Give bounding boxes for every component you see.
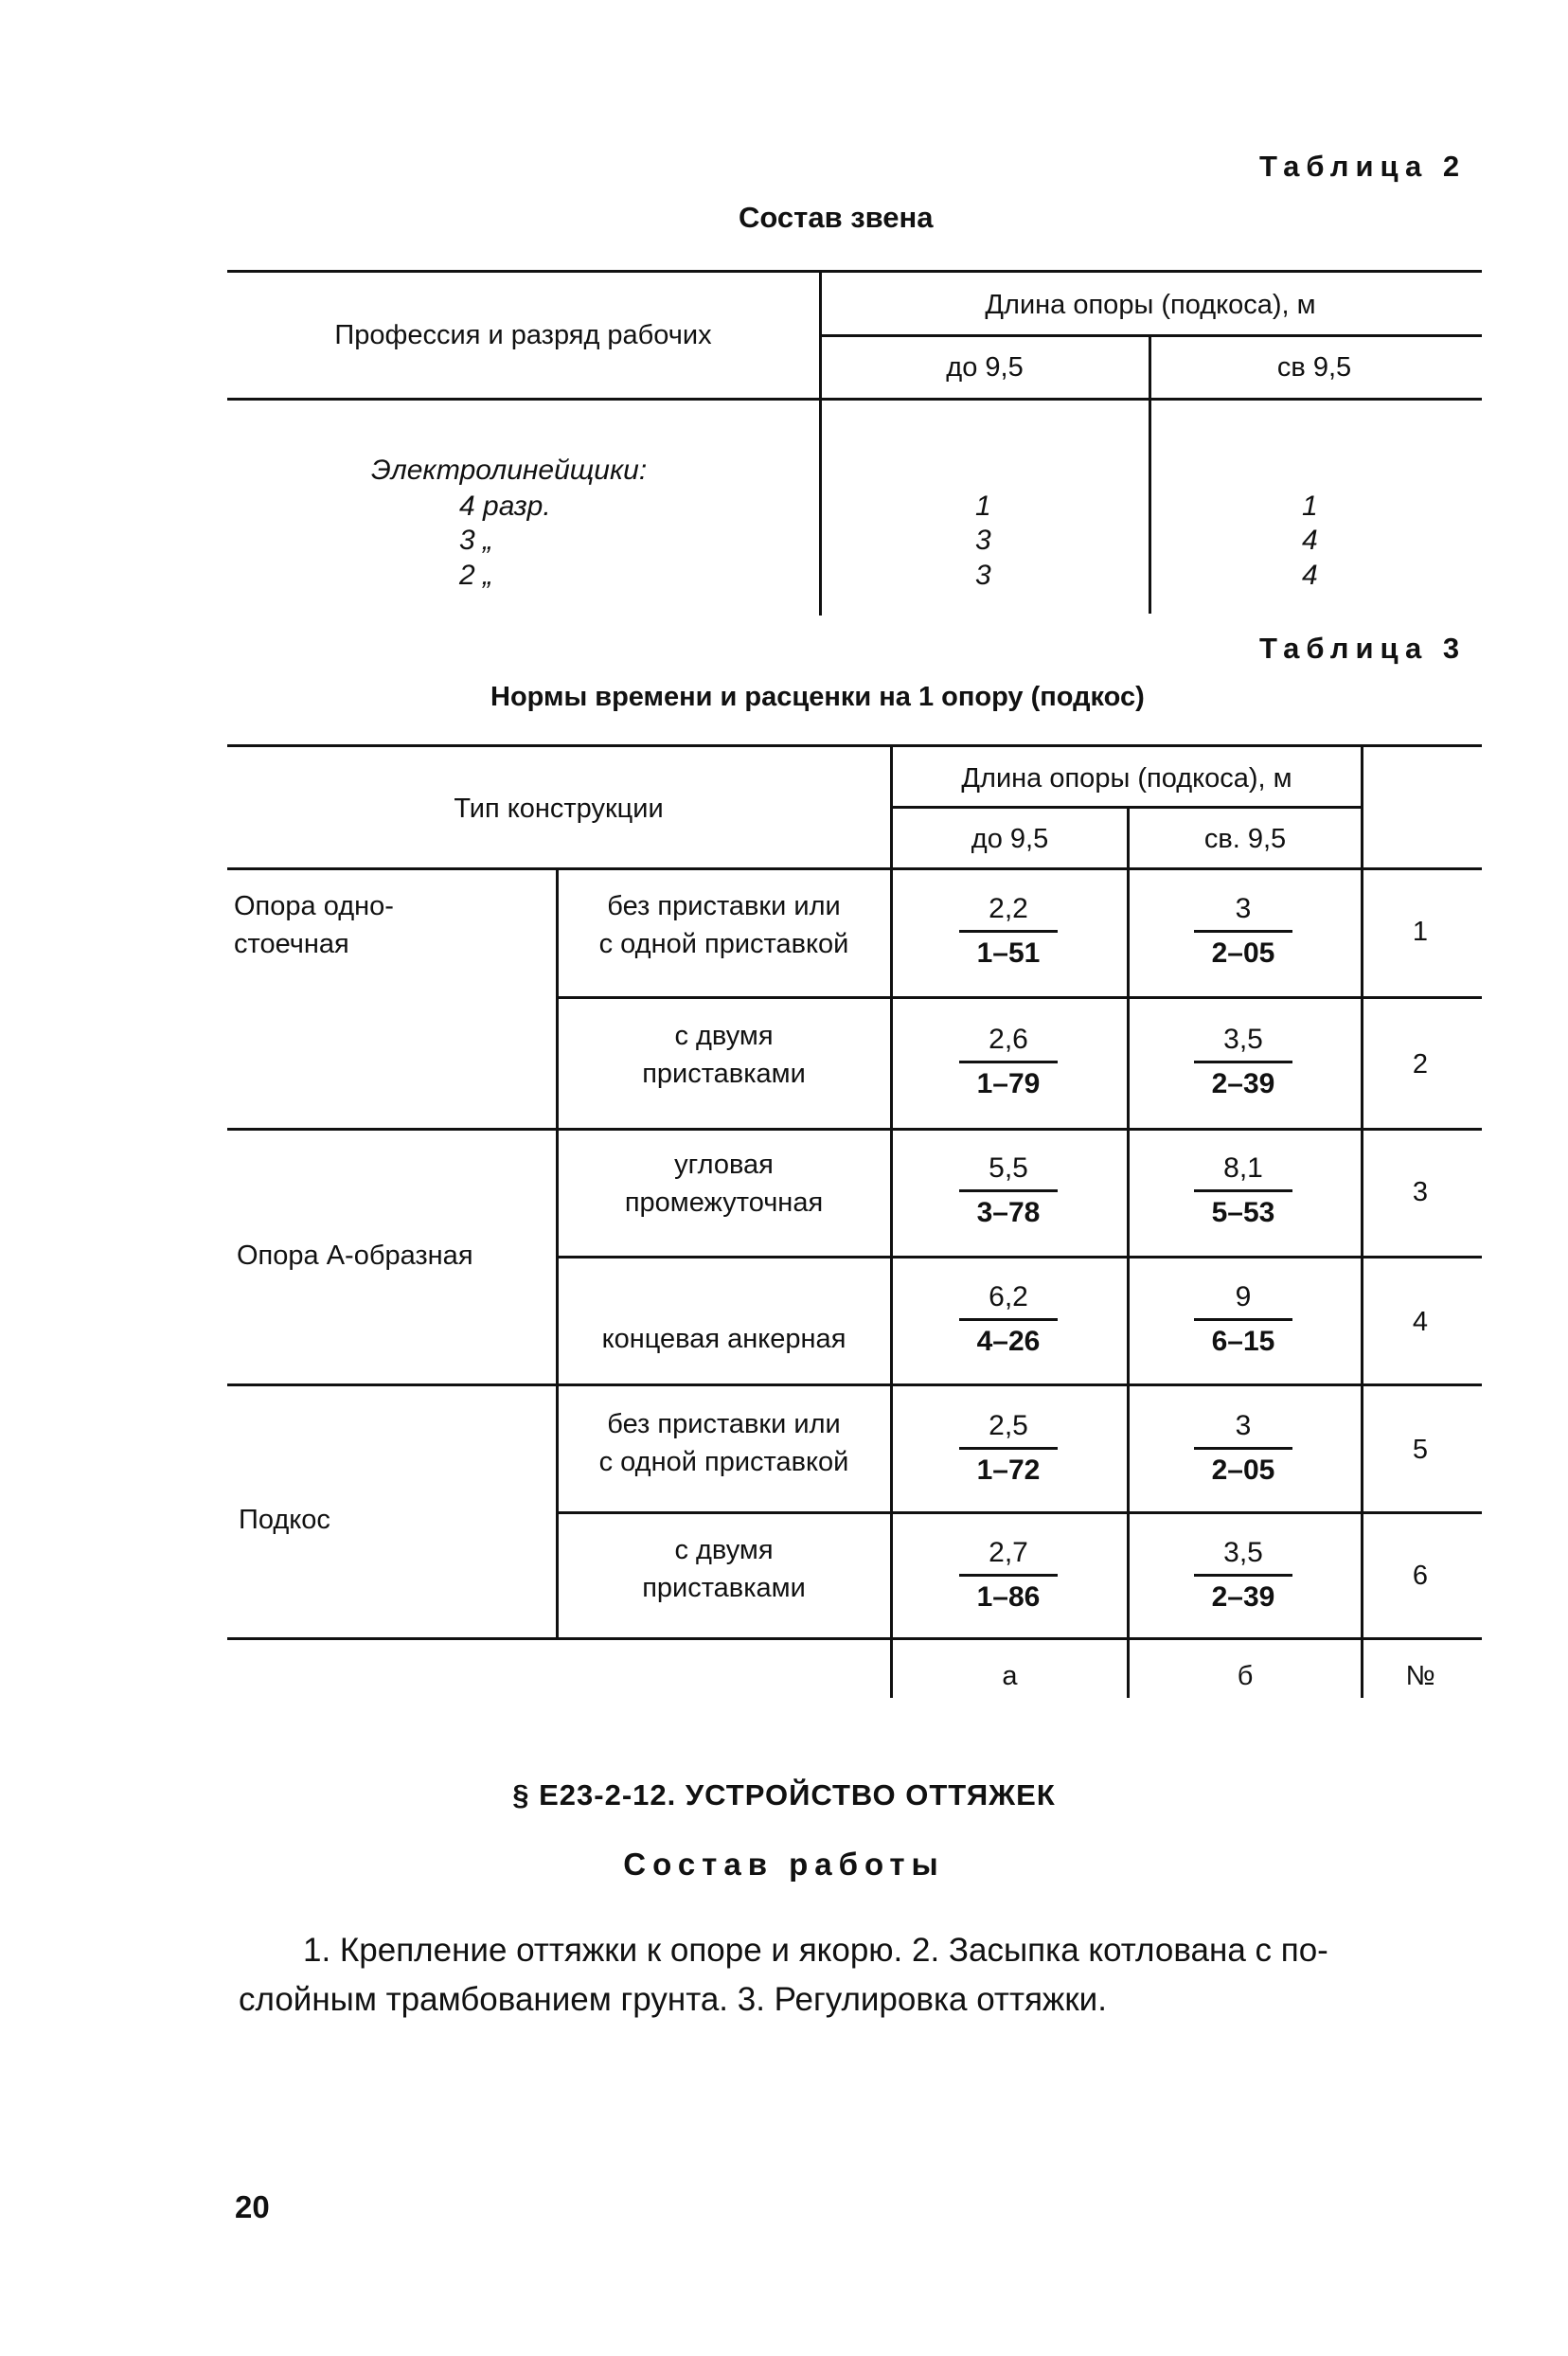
- table3-cell-b: 8,1 5–53: [1191, 1148, 1295, 1234]
- table3-row-type: угловая промежуточная: [624, 1150, 824, 1218]
- table2-cell-b: 1: [1302, 491, 1318, 522]
- table3-row-no: 6: [1412, 1561, 1429, 1591]
- table3-col-type: Тип конструкции: [454, 794, 664, 824]
- page-number: 20: [235, 2189, 270, 2224]
- table3-cell-a: 5,5 3–78: [956, 1148, 1060, 1234]
- table3-footer-a: а: [1002, 1661, 1018, 1691]
- table3-sub-a: до 9,5: [971, 824, 1049, 854]
- table3-row-no: 3: [1412, 1177, 1429, 1207]
- table3-col-length: Длина опоры (подкоса), м: [961, 763, 1292, 794]
- table3-row-type: без приставки или с одной приставкой: [598, 1409, 849, 1477]
- table3-group-name: Опора одно- стоечная: [234, 891, 394, 959]
- table3-footer-no: №: [1405, 1661, 1435, 1691]
- table3-row-type: без приставки или с одной приставкой: [598, 891, 849, 959]
- table3-cell-b: 3,5 2–39: [1191, 1532, 1295, 1618]
- table3-group-name: Подкос: [239, 1505, 330, 1535]
- table2-cell-a: 1: [975, 491, 991, 522]
- table3-label: Таблица 3: [1259, 632, 1467, 665]
- table3-cell-a: 6,2 4–26: [956, 1276, 1060, 1363]
- section-heading: § Е23-2-12. УСТРОЙСТВО ОТТЯЖЕК: [512, 1778, 1056, 1812]
- section-paragraph-line: 1. Крепление оттяжки к опоре и якорю. 2. Засыпка котлована с по-: [303, 1932, 1328, 1969]
- table3-group-name: Опора А-образная: [237, 1240, 473, 1271]
- table3-cell-a: 2,6 1–79: [956, 1019, 1060, 1105]
- table3-row-no: 5: [1412, 1435, 1429, 1465]
- table3-row-type: концевая анкерная: [601, 1324, 846, 1354]
- table2-cell-a: 3: [975, 560, 991, 591]
- table2-row-name: 4 разр.: [459, 491, 551, 522]
- table3-cell-b: 3 2–05: [1191, 1405, 1295, 1491]
- table3-sub-b: св. 9,5: [1203, 824, 1287, 854]
- table2-col-profession: Профессия и разряд рабочих: [334, 320, 712, 350]
- table3-title: Нормы времени и расценки на 1 опору (подкос): [490, 682, 1145, 712]
- table3-row-type: с двумя приставками: [642, 1021, 806, 1089]
- table2-cell-b: 4: [1302, 560, 1318, 591]
- table2-cell-b: 4: [1302, 525, 1318, 556]
- table3-cell-b: 3 2–05: [1191, 888, 1295, 974]
- table3-row-no: 2: [1412, 1049, 1429, 1080]
- table3-row-no: 4: [1412, 1307, 1429, 1337]
- table3-cell-a: 2,2 1–51: [956, 888, 1060, 974]
- table2-col-length: Длина опоры (подкоса), м: [985, 290, 1316, 320]
- section-subheading: Состав работы: [623, 1847, 945, 1882]
- table3-row-no: 1: [1412, 917, 1429, 947]
- table3-footer-b: б: [1237, 1661, 1254, 1691]
- table2-sub-b: св 9,5: [1276, 352, 1352, 383]
- section-paragraph-line: слойным трамбованием грунта. 3. Регулировка оттяжки.: [239, 1981, 1107, 2018]
- table3-cell-a: 2,7 1–86: [956, 1532, 1060, 1618]
- table2-cell-a: 3: [975, 525, 991, 556]
- table2-sub-a: до 9,5: [946, 352, 1024, 383]
- table3-cell-b: 9 6–15: [1191, 1276, 1295, 1363]
- table3-cell-b: 3,5 2–39: [1191, 1019, 1295, 1105]
- table2-label: Таблица 2: [1259, 150, 1467, 183]
- table3-cell-a: 2,5 1–72: [956, 1405, 1060, 1491]
- table2-title: Состав звена: [739, 201, 934, 234]
- table2-group: Электролинейщики:: [371, 455, 648, 486]
- table3-row-type: с двумя приставками: [642, 1535, 806, 1603]
- table2-row-name: 3 „: [459, 525, 493, 556]
- table2-row-name: 2 „: [459, 560, 493, 591]
